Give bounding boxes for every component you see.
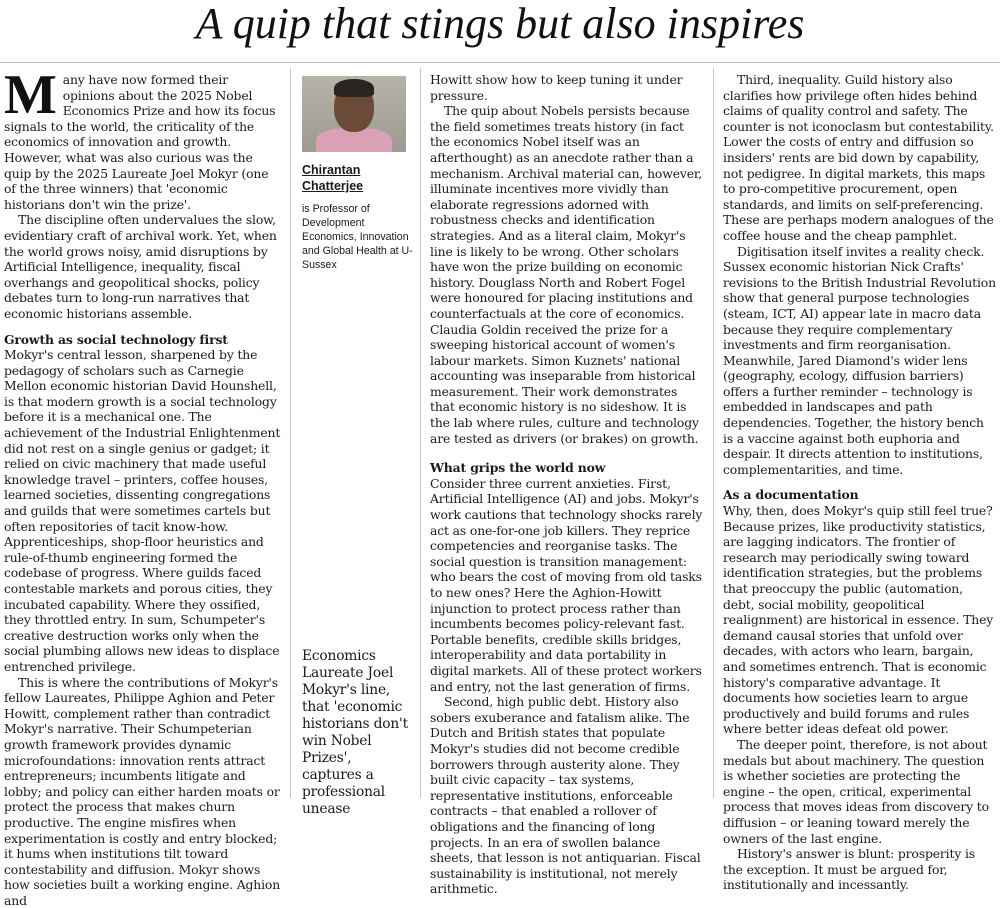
paragraph: History's answer is blunt: prosperity is the exception. It must be argued for, institutionally and incessantly.: [723, 846, 975, 893]
paragraph: Mokyr's central lesson, sharpened by the pedagogy of scholars such as Carnegie Mellon economic historian David Hounshell, is that modern growth is a social technology before it is a mechanical one. The achievement of the Industrial Enlightenment did not rest on a single genius or gadget; it relied on civic machinery that made useful knowledge travel – printers, coffee houses, learned societies, dissenting congregations and guilds that were sometimes cartels but often repositories of tacit know-how. Apprenticeships, shop-floor heuristics and rule-of-thumb engineering formed the codebase of progress. Where guilds faced contestable markets and porous cities, they incubated capability. Where they ossified, they throttled entry. In sum, Schumpeter's creative destruction works only when the social plumbing allows new ideas to displace entrenched privilege.: [4, 347, 281, 674]
paragraph: Third, inequality. Guild history also clarifies how privilege often hides behind claims of quality control and safety. The counter is not iconoclasm but contestability. Lower the costs of entry and diffusion so insiders' rents are bid down by capability, not pedigree. In digital markets, this maps to pro-competitive procurement, open standards, and limits on self-preferencing. These are perhaps modern analogues of the coffee house and the cheap pamphlet.: [723, 72, 994, 243]
article-column-3: [723, 72, 996, 893]
subheading: Growth as social technology first: [4, 331, 228, 347]
drop-cap: M: [4, 64, 57, 126]
author-description: is Professor of Development Economics, Innovation and Global Health at U-Sussex: [302, 203, 413, 271]
pull-quote: Economics Laureate Joel Mokyr's line, that 'economic historians don't win Nobel Prizes', captures a professional unease: [302, 648, 408, 817]
paragraph: The discipline often undervalues the slow, evidentiary craft of archival work. Yet, when the world grows noisy, amid disruptions by Artificial Intelligence, inequality, fiscal overhangs and geopolitical shocks, policy debates turn to long-run narratives that economic historians assemble.: [4, 212, 277, 321]
author-photo: [302, 76, 406, 152]
author-photo-hair: [334, 79, 374, 97]
paragraph: The quip about Nobels persists because the field sometimes treats history (in fact the economics Nobel itself was an afterthought) as an anecdote rather than a mechanism. Archival material can, however, illuminate incentives more vividly than elaborate regressions adorned with robustness checks and identification strategies. And as a literal claim, Mokyr's line is likely to be wrong. Other scholars have won the prize building on economic history. Douglass North and Robert Fogel were honoured for placing institutions and counterfactuals at the core of economics. Claudia Goldin received the prize for a sweeping historical account of women's labour markets. Simon Kuznets' national accounting was inseparable from historical measurement. Their work demonstrates that economic history is no sideshow. It is the lab where rules, culture and technology are tested as drivers (or brakes) on growth.: [430, 103, 703, 446]
column-divider: [420, 68, 421, 798]
author-name[interactable]: Chirantan Chatterjee: [302, 163, 364, 193]
lead-text: any have now formed their opinions about the 2025 Nobel Economics Prize and how its focus signals to the world, the criticality of the economics of innovation and growth. However, what was also curious was the quip by the 2025 Laureate Joel Mokyr (one of the three winners) that 'economic historians don't win the prize'.: [4, 72, 276, 212]
paragraph: Consider three current anxieties. First, Artificial Intelligence (AI) and jobs. Mokyr's work cautions that technology shocks rarely act as one-for-one job killers. They reprice competencies and reorganise tasks. The social question is transition management: who bears the cost of moving from old tasks to new ones? Here the Aghion-Howitt injunction to protect process rather than incumbents becomes policy-relevant fast. Portable benefits, credible skills bridges, interoperability and data portability in digital markets. All of these protect workers and entry, not the last generation of firms.: [430, 475, 703, 694]
top-rule: [0, 62, 1000, 63]
headline: A quip that stings but also inspires: [195, 0, 805, 48]
paragraph: The deeper point, therefore, is not about medals but about machinery. The question is whether societies are protecting the engine – the open, critical, experimental process that moves ideas from discovery to diffusion – or leaning toward merely the owners of the last engine.: [723, 736, 989, 846]
paragraph: Howitt show how to keep tuning it under pressure.: [430, 72, 683, 103]
paragraph: Second, high public debt. History also sobers exuberance and fatalism alike. The Dutch and British states that populate Mokyr's studies did not become credible borrowers through austerity alone. They built civic capacity – tax systems, representative institutions, enforceable contracts – that enabled a rollover of obligations and the financing of long projects. In an era of swollen balance sheets, that lesson is not antiquarian. Fiscal sustainability is institutional, not merely arithmetic.: [430, 694, 701, 897]
subheading: What grips the world now: [430, 460, 606, 476]
paragraph: Digitisation itself invites a reality check. Sussex economic historian Nick Crafts' revisions to the British Industrial Revolution show that general purpose technologies (steam, ICT, AI) appear late in macro data because they require complementary investments and firm reorganisation. Meanwhile, Jared Diamond's wider lens (geography, ecology, diffusion barriers) offers a further reminder – technology is embedded in landscapes and path dependencies. Together, the history bench is a vaccine against both euphoria and despair. It directs attention to institutions, complementarities, and time.: [723, 243, 996, 477]
article-column-2: [430, 72, 705, 897]
column-divider: [290, 68, 291, 798]
column-divider: [713, 68, 714, 798]
paragraph: Why, then, does Mokyr's quip still feel true? Because prizes, like productivity statistics, are lagging indicators. The frontier of research may periodically swing toward identification strategies, but the problems that preoccupy the public (automation, debt, social mobility, geopolitical realignment) are historical in essence. They demand causal stories that unfold over decades, with actors who learn, bargain, and sometimes entrench. That is economic history's comparative advantage. It documents how societies learn to argue productively and build forums and rules where better ideas defeat old power.: [723, 503, 994, 737]
paragraph: This is where the contributions of Mokyr's fellow Laureates, Philippe Aghion and Peter Howitt, complement rather than contradict Mokyr's narrative. Their Schumpeterian growth framework provides dynamic microfoundations: innovation rents attract entrepreneurs; incumbents litigate and lobby; and policy can either harden moats or protect the process that makes churn productive. The engine misfires when experimentation is costly and entry blocked; it hums when institutions tilt toward contestability and diffusion. Mokyr shows how societies built a working engine. Aghion and: [4, 674, 281, 908]
subheading: As a documentation: [723, 487, 859, 503]
lead-paragraph: [4, 64, 282, 212]
article-column-1: [4, 64, 282, 908]
